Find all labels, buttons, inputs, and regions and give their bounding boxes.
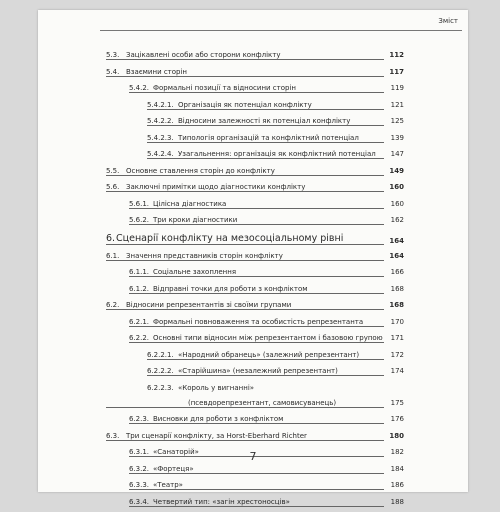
toc-entry-title: Висновки для роботи з конфліктом	[153, 414, 283, 424]
toc-entry-page: 176	[384, 414, 404, 424]
toc-entry-number: 6.3.	[106, 431, 119, 441]
toc-entry-number: 6.3.3.	[129, 480, 149, 490]
toc-entry-number: 6.1.	[106, 251, 119, 261]
book-page	[38, 10, 468, 492]
toc-entry-leader	[106, 440, 384, 441]
toc-entry	[106, 316, 404, 333]
toc-entry-page: 125	[384, 116, 404, 126]
toc-entry-title: Узагальнення: організація як конфліктний потенціал	[178, 149, 376, 159]
toc-entry	[106, 430, 404, 447]
toc-entry-title: «Старійшина» (незалежний репрезентант)	[178, 366, 338, 376]
table-of-contents	[106, 49, 404, 512]
toc-entry-number: 6.1.2.	[129, 284, 149, 294]
toc-entry-leader	[129, 293, 384, 294]
toc-entry-title: Відносини репрезентантів зі своїми групами	[126, 300, 291, 310]
toc-entry-leader	[106, 76, 384, 77]
toc-entry-leader	[106, 244, 384, 245]
toc-entry	[106, 231, 404, 250]
toc-entry-page: 149	[384, 166, 404, 176]
toc-entry-leader	[106, 260, 384, 261]
toc-entry-leader	[129, 423, 384, 424]
toc-entry	[106, 332, 404, 349]
toc-entry-page: 186	[384, 480, 404, 490]
toc-entry	[106, 283, 404, 300]
toc-entry	[106, 463, 404, 480]
toc-entry	[106, 299, 404, 316]
toc-entry-title: «Король у вигнанні»	[178, 383, 254, 393]
toc-entry-page: 119	[384, 83, 404, 93]
toc-entry-title: Три сценарії конфлікту, за Horst-Eberhard Richter	[126, 431, 307, 441]
toc-entry-page: 147	[384, 149, 404, 159]
toc-entry-leader	[129, 224, 384, 225]
toc-entry	[106, 66, 404, 83]
toc-entry	[106, 165, 404, 182]
toc-entry-title: «Народний обранець» (залежний репрезентант)	[178, 350, 359, 360]
toc-entry-leader	[106, 309, 384, 310]
toc-entry-leader	[106, 175, 384, 176]
toc-entry-leader	[147, 158, 384, 159]
toc-entry	[106, 413, 404, 430]
toc-entry-page: 160	[384, 182, 404, 192]
toc-entry	[106, 181, 404, 198]
toc-entry-number: 5.4.2.	[129, 83, 149, 93]
toc-entry-leader	[129, 506, 384, 507]
toc-entry-page: 139	[384, 133, 404, 143]
toc-entry-number: 6.2.1.	[129, 317, 149, 327]
toc-entry-leader	[129, 489, 384, 490]
toc-entry-title: (псевдорепрезентант, самовисуванець)	[188, 398, 336, 408]
toc-entry-page: 164	[384, 251, 404, 261]
toc-entry-page: 182	[384, 447, 404, 457]
toc-entry-title: Три кроки діагностики	[153, 215, 237, 225]
toc-entry	[106, 496, 404, 512]
toc-entry-leader	[129, 473, 384, 474]
toc-entry-title: «Театр»	[153, 480, 183, 490]
toc-entry-title: Зацікавлені особи або сторони конфлікту	[126, 50, 281, 60]
toc-entry-page: 180	[384, 431, 404, 441]
toc-entry-number: 5.6.2.	[129, 215, 149, 225]
toc-entry-leader	[106, 407, 384, 408]
toc-entry-number: 6.2.2.1.	[147, 350, 174, 360]
toc-entry	[106, 250, 404, 267]
toc-entry-number: 5.4.	[106, 67, 119, 77]
toc-entry-number: 6.2.3.	[129, 414, 149, 424]
toc-entry-title: Цілісна діагностика	[153, 199, 226, 209]
toc-entry-page: 170	[384, 317, 404, 327]
toc-entry	[106, 479, 404, 496]
toc-entry-title: «Санаторій»	[153, 447, 199, 457]
toc-entry-number: 6.1.1.	[129, 267, 149, 277]
toc-entry-leader	[129, 92, 384, 93]
toc-entry-title: Відправні точки для роботи з конфліктом	[153, 284, 308, 294]
toc-entry-title: Основне ставлення сторін до конфлікту	[126, 166, 275, 176]
toc-entry-number: 5.6.1.	[129, 199, 149, 209]
toc-entry-leader	[106, 191, 384, 192]
toc-entry-number: 5.4.2.2.	[147, 116, 174, 126]
toc-entry-title: Соціальне захоплення	[153, 267, 236, 277]
toc-entry-leader	[106, 59, 384, 60]
toc-entry-title: Формальні позиції та відносини сторін	[153, 83, 296, 93]
header-rule	[100, 30, 462, 31]
toc-entry-page: 174	[384, 366, 404, 376]
toc-entry-page: 188	[384, 497, 404, 507]
toc-entry	[106, 82, 404, 99]
page-number: 7	[38, 450, 468, 463]
toc-entry-page: 171	[384, 333, 404, 343]
toc-entry-leader	[129, 326, 384, 327]
toc-entry-leader	[147, 359, 384, 360]
toc-entry-number: 5.5.	[106, 166, 119, 176]
toc-entry-page: 162	[384, 215, 404, 225]
toc-entry	[106, 132, 404, 149]
toc-entry-leader	[129, 208, 384, 209]
toc-entry	[106, 266, 404, 283]
toc-entry-number: 5.6.	[106, 182, 119, 192]
toc-entry-number: 5.3.	[106, 50, 119, 60]
toc-entry-number: 6.3.2.	[129, 464, 149, 474]
toc-entry	[106, 115, 404, 132]
toc-entry-page: 172	[384, 350, 404, 360]
toc-entry-leader	[147, 125, 384, 126]
toc-entry-number: 5.4.2.1.	[147, 100, 174, 110]
running-header: Зміст	[438, 17, 458, 25]
toc-entry-title: Взаємини сторін	[126, 67, 187, 77]
toc-entry-page: 121	[384, 100, 404, 110]
toc-entry	[106, 397, 404, 414]
toc-entry-number: 6.2.2.2.	[147, 366, 174, 376]
toc-entry-leader	[147, 109, 384, 110]
toc-entry-number: 5.4.2.3.	[147, 133, 174, 143]
toc-entry-title: Значення представників сторін конфлікту	[126, 251, 283, 261]
toc-entry	[106, 148, 404, 165]
toc-entry-page: 166	[384, 267, 404, 277]
toc-entry-page: 112	[384, 50, 404, 60]
toc-entry-leader	[147, 142, 384, 143]
toc-entry	[106, 49, 404, 66]
toc-entry-page: 117	[384, 67, 404, 77]
toc-entry-number: 6.2.2.	[129, 333, 149, 343]
toc-entry-leader	[147, 375, 384, 376]
toc-entry	[106, 382, 404, 397]
toc-entry-title: Основні типи відносин між репрезентантом і базовою групою	[153, 333, 383, 343]
toc-entry-number: 6.3.4.	[129, 497, 149, 507]
toc-entry	[106, 214, 404, 231]
toc-entry-page: 160	[384, 199, 404, 209]
toc-entry	[106, 198, 404, 215]
toc-entry-page: 168	[384, 300, 404, 310]
toc-entry-title: Заключні примітки щодо діагностики конфлікту	[126, 182, 305, 192]
toc-entry-number: 6.3.1.	[129, 447, 149, 457]
toc-entry-page: 168	[384, 284, 404, 294]
toc-entry-number: 6.2.	[106, 300, 119, 310]
toc-entry	[106, 99, 404, 116]
toc-entry-number: 5.4.2.4.	[147, 149, 174, 159]
toc-entry-leader	[129, 276, 384, 277]
toc-entry-page: 175	[384, 398, 404, 408]
toc-entry-title: Сценарії конфлікту на мезосоціальному рівні	[116, 233, 343, 245]
toc-entry-leader	[129, 342, 384, 343]
toc-entry-page: 164	[384, 235, 404, 247]
toc-entry-number: 6.	[106, 233, 115, 245]
toc-entry-title: Організація як потенціал конфлікту	[178, 100, 312, 110]
toc-entry-title: Типологія організацій та конфліктний потенціал	[178, 133, 359, 143]
toc-entry-number: 6.2.2.3.	[147, 383, 174, 393]
toc-entry-page: 184	[384, 464, 404, 474]
toc-entry-title: Відносини залежності як потенціал конфлікту	[178, 116, 350, 126]
toc-entry	[106, 365, 404, 382]
toc-entry-title: Формальні повноваження та особистість репрезентанта	[153, 317, 363, 327]
toc-entry	[106, 349, 404, 366]
toc-entry-title: «Фортеця»	[153, 464, 194, 474]
toc-entry-title: Четвертий тип: «загін хрестоносців»	[153, 497, 290, 507]
